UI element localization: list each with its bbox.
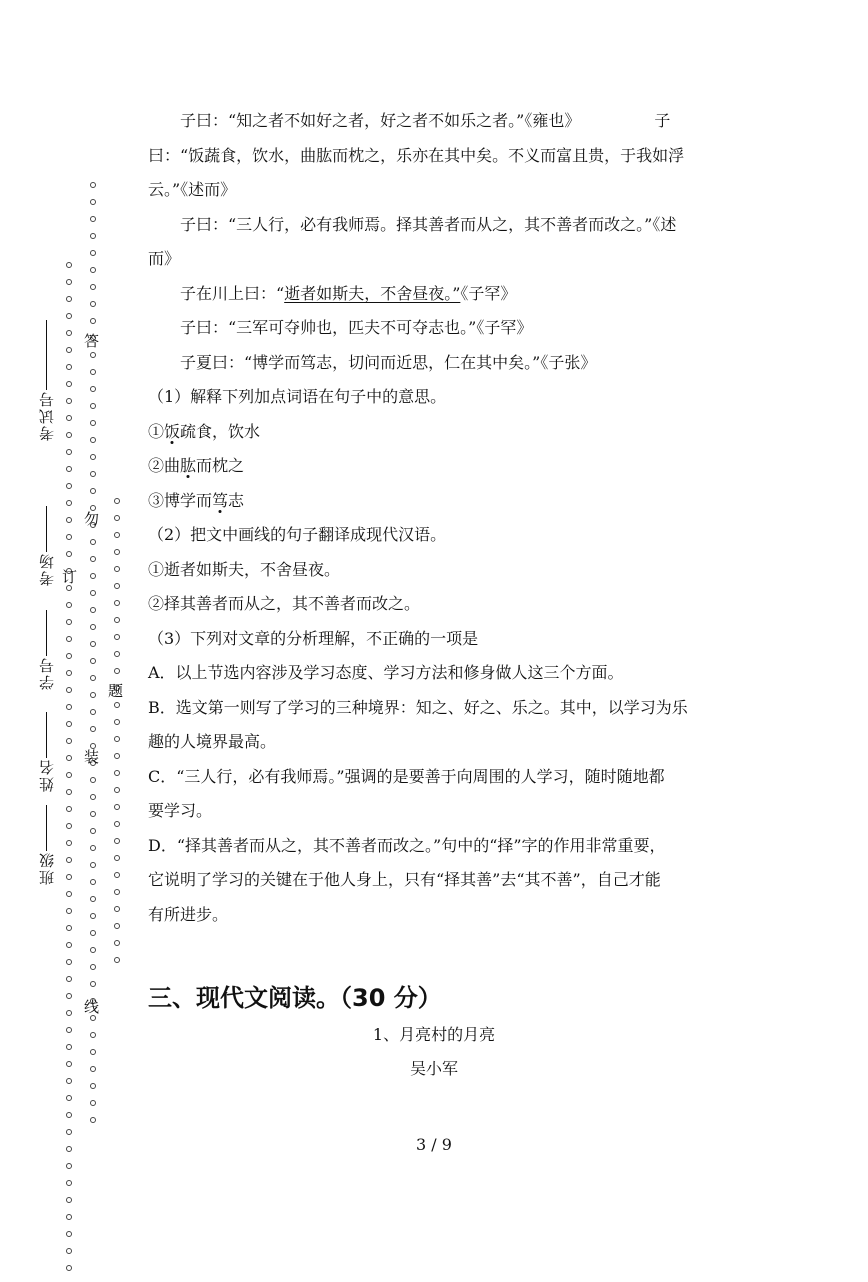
- binding-dot: [66, 534, 72, 540]
- binding-dot: [90, 573, 96, 579]
- field-student-id: 学号: [36, 610, 57, 690]
- binding-dot: [114, 617, 120, 623]
- dotted-line-middle: [90, 182, 98, 1134]
- binding-dot: [66, 1265, 72, 1271]
- question-1-title: （1）解释下列加点词语在句子中的意思。: [148, 387, 447, 406]
- passage-line-6: 子在川上曰：“逝者如斯夫，不舍昼夜。”《子罕》: [180, 283, 517, 303]
- field-exam-room: 考场: [36, 506, 57, 586]
- binding-dot: [114, 906, 120, 912]
- seal-char-zhuang: 装: [84, 748, 100, 766]
- passage-line-3: 云。”《述而》: [148, 180, 237, 199]
- binding-dot: [66, 925, 72, 931]
- binding-dot: [66, 772, 72, 778]
- binding-dot: [90, 386, 96, 392]
- binding-dot: [114, 583, 120, 589]
- binding-dot: [114, 515, 120, 521]
- binding-dot: [90, 726, 96, 732]
- binding-dot: [66, 1112, 72, 1118]
- binding-dot: [114, 566, 120, 572]
- binding-dot: [66, 1163, 72, 1169]
- passage-line-2: 曰：“饭蔬食，饮水，曲肱而枕之，乐亦在其中矣。不义而富且贵，于我如浮: [148, 145, 685, 165]
- binding-dot: [90, 947, 96, 953]
- seal-char-wu: 勿: [84, 510, 100, 528]
- binding-dot: [114, 498, 120, 504]
- option-b: B．选文第一则写了学习的三种境界：知之、好之、乐之。其中，以学习为乐: [148, 697, 688, 717]
- page-number: 3 / 9: [416, 1135, 452, 1154]
- binding-dot: [90, 828, 96, 834]
- binding-dot: [90, 641, 96, 647]
- binding-dot: [90, 471, 96, 477]
- field-class: 班级: [36, 805, 57, 885]
- binding-dot: [114, 923, 120, 929]
- dotted-line-inner: [114, 498, 122, 974]
- binding-dot: [66, 653, 72, 659]
- binding-dot: [66, 1248, 72, 1254]
- binding-dot: [90, 607, 96, 613]
- binding-dot: [66, 976, 72, 982]
- binding-dot: [66, 908, 72, 914]
- passage-line-4: 子曰：“三人行，必有我师焉。择其善者而从之，其不善者而改之。”《述: [180, 214, 677, 234]
- binding-dot: [90, 981, 96, 987]
- binding-dot: [114, 838, 120, 844]
- binding-dot: [90, 862, 96, 868]
- binding-dot: [114, 770, 120, 776]
- binding-dot: [66, 364, 72, 370]
- binding-dot: [90, 658, 96, 664]
- binding-dot: [66, 823, 72, 829]
- binding-dot: [90, 369, 96, 375]
- seal-char-da: 答: [84, 332, 100, 350]
- binding-dot: [90, 913, 96, 919]
- binding-dot: [66, 1231, 72, 1237]
- binding-dot: [66, 517, 72, 523]
- dotted-line-outer: [66, 262, 74, 1282]
- question-3-title: （3）下列对文章的分析理解，不正确的一项是: [148, 628, 479, 648]
- binding-dot: [90, 1117, 96, 1123]
- binding-dot: [90, 811, 96, 817]
- question-2-item-2: ②择其善者而从之，其不善者而改之。: [148, 594, 421, 613]
- binding-dot: [90, 437, 96, 443]
- binding-dot: [114, 600, 120, 606]
- binding-dot: [114, 651, 120, 657]
- binding-dot: [66, 687, 72, 693]
- binding-dot: [114, 872, 120, 878]
- passage-line-8: 子夏曰：“博学而笃志，切问而近思，仁在其中矣。”《子张》: [180, 352, 597, 372]
- binding-dot: [90, 267, 96, 273]
- field-name: 姓名: [36, 712, 57, 792]
- passage-line-7: 子曰：“三军可夺帅也，匹夫不可夺志也。”《子罕》: [180, 318, 533, 337]
- binding-dot: [114, 957, 120, 963]
- binding-dot: [90, 182, 96, 188]
- binding-dot: [90, 590, 96, 596]
- binding-dot: [66, 500, 72, 506]
- binding-dot: [114, 634, 120, 640]
- binding-dot: [66, 755, 72, 761]
- field-exam-number: 考试号: [36, 320, 57, 441]
- binding-dot: [66, 347, 72, 353]
- binding-dot: [114, 719, 120, 725]
- binding-dot: [90, 794, 96, 800]
- binding-dot: [66, 1095, 72, 1101]
- binding-dot: [90, 777, 96, 783]
- binding-dot: [114, 889, 120, 895]
- binding-dot: [66, 789, 72, 795]
- binding-dot: [90, 318, 96, 324]
- binding-dot: [90, 1100, 96, 1106]
- binding-dot: [90, 675, 96, 681]
- binding-dot: [66, 1180, 72, 1186]
- binding-dot: [114, 855, 120, 861]
- binding-dot: [90, 488, 96, 494]
- dotted-word: 笃: [212, 490, 229, 510]
- binding-dot: [66, 1197, 72, 1203]
- option-d-cont: 它说明了学习的关键在于他人身上，只有“择其善”去“其不善”，自己才能: [148, 870, 661, 889]
- binding-dot: [90, 284, 96, 290]
- binding-dot: [66, 398, 72, 404]
- binding-dot: [90, 1083, 96, 1089]
- binding-dot: [90, 879, 96, 885]
- binding-dot: [90, 199, 96, 205]
- binding-dot: [90, 692, 96, 698]
- binding-dot: [90, 301, 96, 307]
- binding-dot: [90, 964, 96, 970]
- question-2-title: （2）把文中画线的句子翻译成现代汉语。: [148, 525, 447, 544]
- binding-dot: [90, 250, 96, 256]
- article-title: 1、月亮村的月亮: [372, 1025, 496, 1044]
- binding-dot: [114, 668, 120, 674]
- binding-dot: [66, 959, 72, 965]
- binding-dot: [66, 279, 72, 285]
- binding-dot: [114, 804, 120, 810]
- binding-dot: [66, 874, 72, 880]
- binding-dot: [66, 381, 72, 387]
- binding-dot: [90, 845, 96, 851]
- binding-dot: [66, 602, 72, 608]
- passage-and-questions: [148, 104, 748, 932]
- binding-dot: [90, 352, 96, 358]
- question-2-item-1: ①逝者如斯夫，不舍昼夜。: [148, 559, 341, 579]
- binding-dot: [66, 738, 72, 744]
- binding-dot: [66, 466, 72, 472]
- binding-dot: [66, 449, 72, 455]
- underlined-sentence: 逝者如斯夫，不舍昼夜。”: [284, 283, 461, 303]
- binding-dot: [90, 896, 96, 902]
- binding-dot: [114, 940, 120, 946]
- dotted-word: 饭: [164, 421, 181, 441]
- seal-char-line: 线: [84, 998, 100, 1016]
- binding-dot: [90, 709, 96, 715]
- option-d: D．“择其善者而从之，其不善者而改之。”句中的“择”字的作用非常重要，: [148, 835, 666, 855]
- binding-dot: [66, 296, 72, 302]
- option-a: A．以上节选内容涉及学习态度、学习方法和修身做人这三个方面。: [148, 663, 624, 682]
- binding-dot: [66, 670, 72, 676]
- binding-dot: [66, 806, 72, 812]
- binding-dot: [90, 216, 96, 222]
- binding-dot: [66, 636, 72, 642]
- binding-dot: [66, 993, 72, 999]
- binding-dot: [114, 532, 120, 538]
- binding-dot: [66, 483, 72, 489]
- binding-dot: [66, 857, 72, 863]
- binding-dot: [66, 415, 72, 421]
- question-1-item-1: ①饭疏食，饮水: [148, 421, 261, 441]
- binding-dot: [114, 821, 120, 827]
- binding-dot: [66, 1010, 72, 1016]
- binding-dot: [114, 702, 120, 708]
- binding-dot: [90, 233, 96, 239]
- binding-dot: [114, 787, 120, 793]
- seal-char-ding: 订: [62, 568, 78, 586]
- binding-dot: [66, 891, 72, 897]
- binding-dot: [90, 1049, 96, 1055]
- binding-dot: [66, 313, 72, 319]
- binding-dot: [66, 721, 72, 727]
- passage-line-5: 而》: [148, 249, 181, 268]
- question-1-item-3: ③博学而笃志: [148, 490, 245, 510]
- question-1-item-2: ②曲肱而枕之: [148, 456, 245, 475]
- binding-dot: [66, 840, 72, 846]
- binding-dot: [114, 549, 120, 555]
- option-c: C．“三人行，必有我师焉。”强调的是要善于向周围的人学习，随时随地都: [148, 766, 665, 786]
- dotted-word: 肱: [180, 456, 197, 475]
- section-heading: 三、现代文阅读。（30 分）: [148, 984, 442, 1012]
- article-author: 吴小军: [409, 1059, 458, 1078]
- option-b-cont: 趣的人境界最高。: [148, 732, 277, 751]
- seal-char-ti: 题: [108, 682, 124, 700]
- binding-dot: [114, 736, 120, 742]
- binding-dot: [90, 930, 96, 936]
- binding-dot: [114, 753, 120, 759]
- binding-dot: [66, 619, 72, 625]
- binding-dot: [66, 262, 72, 268]
- binding-dot: [90, 403, 96, 409]
- passage-line-1: 子曰：“知之者不如好之者，好之者不如乐之者。”《雍也》 子: [180, 111, 671, 130]
- binding-dot: [90, 624, 96, 630]
- binding-dot: [66, 942, 72, 948]
- option-d-cont-2: 有所进步。: [148, 904, 229, 924]
- binding-dot: [90, 556, 96, 562]
- option-c-cont: 要学习。: [148, 801, 213, 820]
- binding-dot: [66, 1214, 72, 1220]
- binding-dot: [66, 330, 72, 336]
- binding-dot: [90, 454, 96, 460]
- binding-dot: [90, 420, 96, 426]
- binding-dot: [66, 432, 72, 438]
- binding-dot: [90, 539, 96, 545]
- binding-dot: [66, 704, 72, 710]
- binding-dot: [66, 551, 72, 557]
